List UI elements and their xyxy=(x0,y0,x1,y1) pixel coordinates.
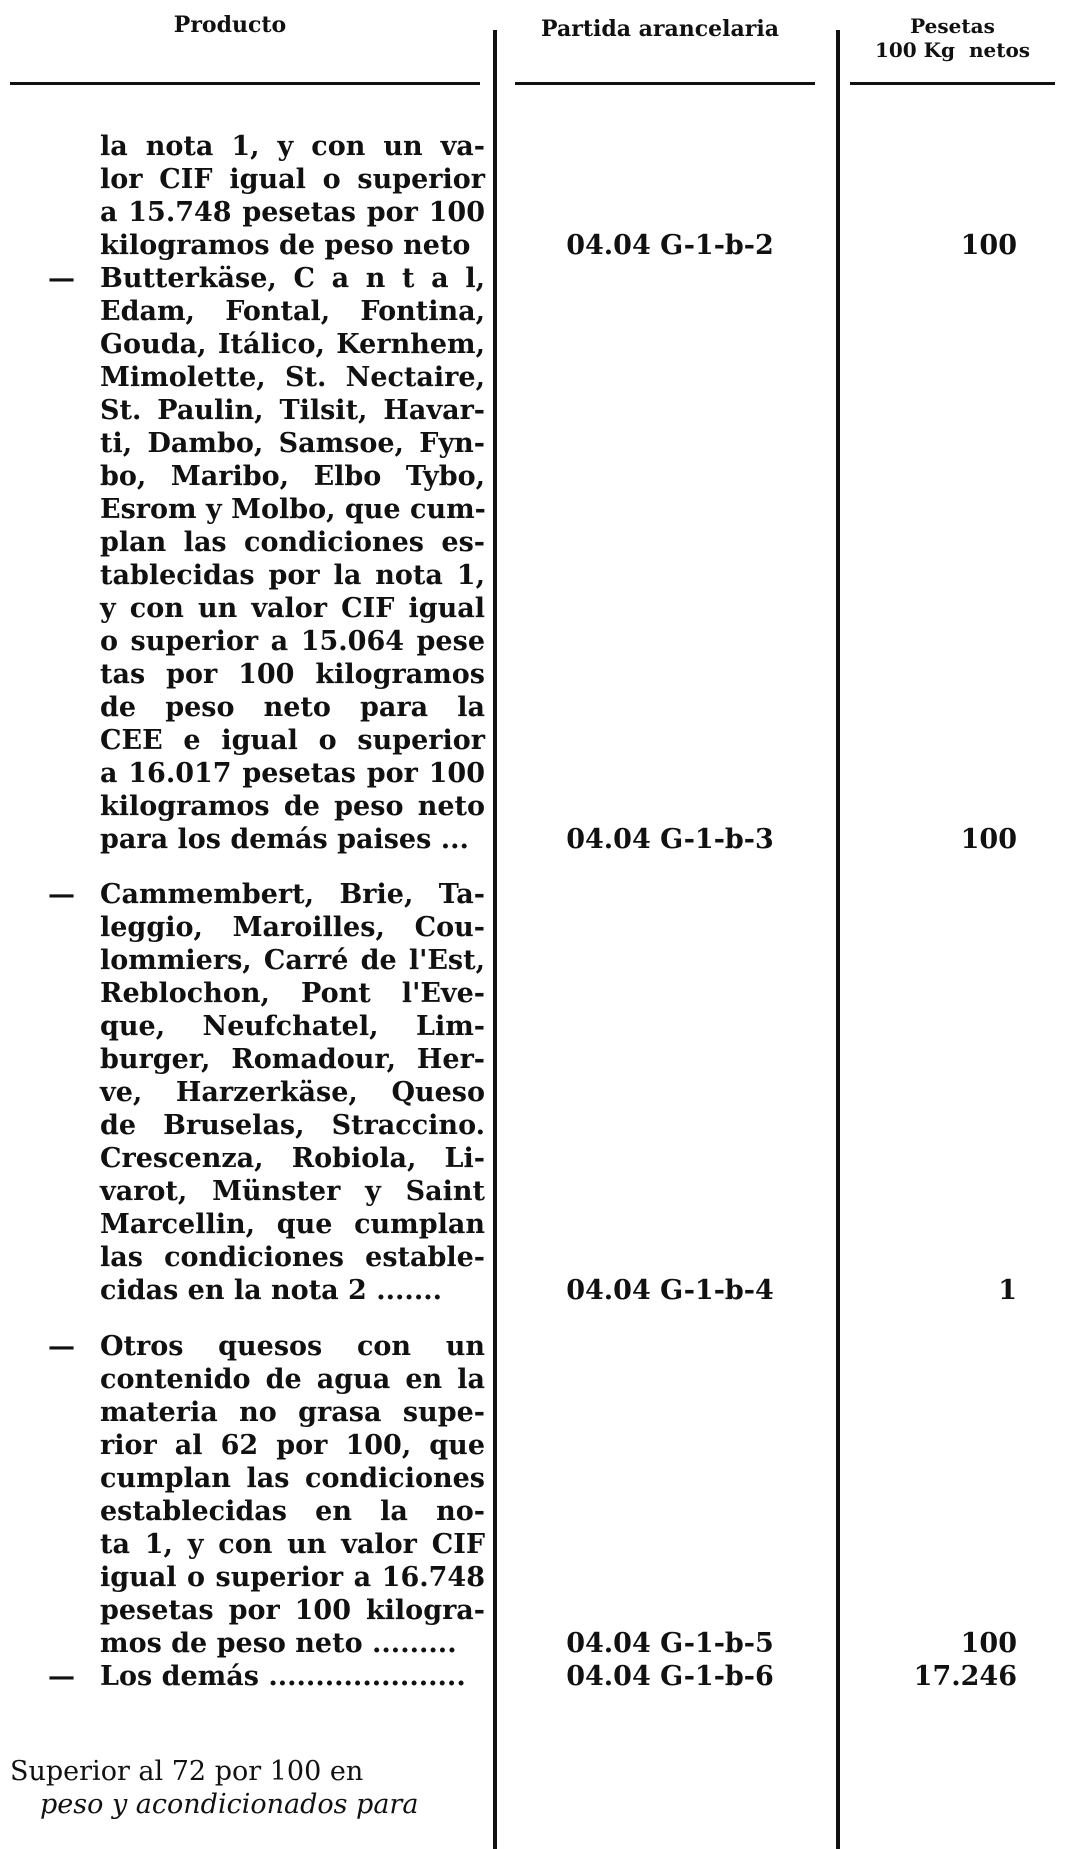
entry-line: CEE e igual o superior xyxy=(100,725,485,756)
entry-line: kilogramos de peso neto xyxy=(100,230,471,261)
entry-line: materia no grasa supe- xyxy=(100,1397,485,1428)
column-divider-2 xyxy=(836,30,840,1849)
entry-line: ta 1, y con un valor CIF xyxy=(100,1529,485,1560)
product-entry-1 xyxy=(100,130,485,262)
entry-line: leggio, Maroilles, Cou- xyxy=(100,912,485,943)
product-entry-3 xyxy=(48,878,485,1307)
entry-dash: — xyxy=(48,879,75,910)
tariff-code: 04.04 G-1-b-3 xyxy=(566,824,774,855)
tariff-code: 04.04 G-1-b-6 xyxy=(566,1661,774,1692)
entry-line: Gouda, Itálico, Kernhem, xyxy=(100,329,485,360)
entry-line: Butterkäse, C a n t a l, xyxy=(100,263,485,294)
entry-line: burger, Romadour, Her- xyxy=(100,1044,485,1075)
header-pesetas xyxy=(845,14,1060,62)
tariff-code: 04.04 G-1-b-4 xyxy=(566,1275,774,1306)
entry-dash: — xyxy=(48,1331,75,1362)
product-entry-2 xyxy=(48,262,486,856)
pesetas-value: 1 xyxy=(998,1275,1017,1306)
entry-dash: — xyxy=(48,263,75,294)
entry-line: tablecidas por la nota 1, xyxy=(100,560,485,591)
entry-line: bo, Maribo, Elbo Tybo, xyxy=(100,461,485,492)
entry-line: establecidas en la no- xyxy=(100,1496,485,1527)
entry-line: Cammembert, Brie, Ta- xyxy=(100,879,485,910)
entry-line: lommiers, Carré de l'Est, xyxy=(100,945,485,976)
header-rule-pesetas xyxy=(850,82,1055,85)
entry-line: mos de peso neto ......... xyxy=(100,1628,457,1659)
entry-line: a 15.748 pesetas por 100 xyxy=(100,197,485,228)
pesetas-value: 17.246 xyxy=(913,1661,1017,1692)
pesetas-value: 100 xyxy=(960,824,1017,855)
entry-line: ti, Dambo, Samsoe, Fyn- xyxy=(100,428,485,459)
entry-line: las condiciones estable- xyxy=(100,1242,485,1273)
entry-line: plan las condiciones es- xyxy=(100,527,485,558)
superior-section xyxy=(10,1755,480,1821)
pesetas-value: 100 xyxy=(960,1628,1017,1659)
header-rule-product xyxy=(10,82,480,85)
entry-line: que, Neufchatel, Lim- xyxy=(100,1011,485,1042)
product-entry-5 xyxy=(48,1660,485,1693)
entry-line: St. Paulin, Tilsit, Havar- xyxy=(100,395,485,426)
product-entry-4 xyxy=(48,1330,485,1660)
entry-line: tas por 100 kilogramos xyxy=(100,659,485,690)
tariff-code: 04.04 G-1-b-2 xyxy=(566,230,774,261)
entry-line: contenido de agua en la xyxy=(100,1364,485,1395)
header-partida: Partida arancelaria xyxy=(541,16,779,42)
entry-line: rior al 62 por 100, que xyxy=(100,1430,485,1461)
entry-line: cidas en la nota 2 ....... xyxy=(100,1275,443,1306)
superior-line-2: peso y acondicionados para xyxy=(40,1789,419,1820)
entry-line: de Bruselas, Straccino. xyxy=(100,1110,485,1141)
entry-line: lor CIF igual o superior xyxy=(100,164,485,195)
entry-line: Reblochon, Pont l'Eve- xyxy=(100,978,485,1009)
entry-line: Edam, Fontal, Fontina, xyxy=(100,296,485,327)
entry-dash: — xyxy=(48,1661,75,1692)
entry-line: la nota 1, y con un va- xyxy=(100,131,485,162)
entry-line: varot, Münster y Saint xyxy=(100,1176,485,1207)
entry-line: Mimolette, St. Nectaire, xyxy=(100,362,485,393)
entry-line: a 16.017 pesetas por 100 xyxy=(100,758,485,789)
entry-line: para los demás paises ... xyxy=(100,824,469,855)
entry-line: kilogramos de peso neto xyxy=(100,791,485,822)
entry-line: Crescenza, Robiola, Li- xyxy=(100,1143,485,1174)
header-pesetas-line2: 100 Kg netos xyxy=(874,38,1031,62)
column-divider-1 xyxy=(493,30,497,1849)
header-pesetas-line1: Pesetas xyxy=(910,14,995,38)
superior-line-1: Superior al 72 por 100 en xyxy=(10,1756,364,1787)
entry-line: cumplan las condiciones xyxy=(100,1463,485,1494)
entry-line: Marcellin, que cumplan xyxy=(100,1209,485,1240)
header-product: Producto xyxy=(173,12,287,38)
entry-line: y con un valor CIF igual xyxy=(100,593,485,624)
entry-line: Otros quesos con un xyxy=(100,1331,485,1362)
pesetas-value: 100 xyxy=(960,230,1017,261)
entry-line: pesetas por 100 kilogra- xyxy=(100,1595,485,1626)
tariff-code: 04.04 G-1-b-5 xyxy=(566,1628,774,1659)
entry-line: igual o superior a 16.748 xyxy=(100,1562,485,1593)
entry-line: o superior a 15.064 pese xyxy=(100,626,485,657)
entry-line: Los demás ..................... xyxy=(100,1661,466,1692)
entry-line: Esrom y Molbo, que cum- xyxy=(100,494,486,525)
header-rule-partida xyxy=(515,82,815,85)
entry-line: de peso neto para la xyxy=(100,692,485,723)
entry-line: ve, Harzerkäse, Queso xyxy=(100,1077,485,1108)
